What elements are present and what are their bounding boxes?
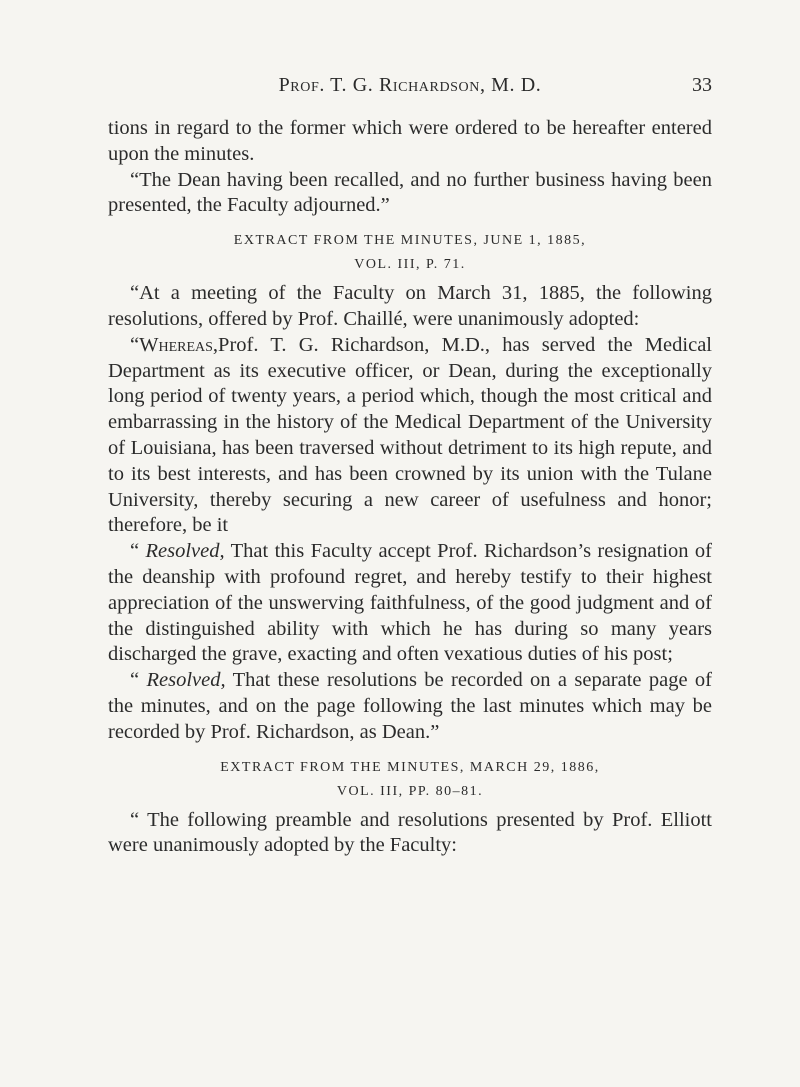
extract-heading-line: VOL. III, P. 71. [354, 257, 466, 273]
resolved-text: That this Faculty accept Prof. Richardson’s resignation of the deanship with profound regret, and hereby testify to their highest appreciation of the unswerving faithfulness, of the good judgment and of the distinguished ability with which he has during so many years discharged the grave, exacting and often vexatious duties of his post; [108, 540, 712, 666]
paragraph-preamble: “ The following preamble and resolutions presented by Prof. Elliott were unanimously adopted by the Faculty: [108, 808, 712, 857]
page-header [108, 74, 712, 104]
open-quote: “ [130, 333, 140, 356]
paragraph-dean-recalled: “The Dean having been recalled, and no further business having been presented, the Faculty adjourned.” [108, 168, 712, 217]
whereas-text: Prof. T. G. Richardson, M.D., has served the Medical Department as its executive officer, or Dean, during the exceptionally long period of twenty years, a period which, though the most critical and embarrassing in the history of the Medical Department of the University of Louisiana, has been traversed without detriment to its high repute, and to its best interests, and has been crowned by its union with the Tulane University, thereby securing a new career of usefulness and honor; therefore, be it [108, 333, 712, 537]
resolved-word: Resolved, [145, 540, 225, 563]
paragraph-continuation: tions in regard to the former which were ordered to be hereafter entered upon the minutes. [108, 117, 712, 165]
extract-heading-line: EXTRACT FROM THE MINUTES, JUNE 1, 1885, [233, 233, 587, 249]
page-number: 33 [692, 74, 712, 96]
extract-heading-1885 [108, 229, 712, 277]
open-quote: “ [130, 540, 146, 563]
resolved-word: Resolved, [146, 669, 226, 692]
whereas-word: Whereas, [139, 333, 219, 356]
open-quote: “ [130, 669, 147, 692]
paragraph-resolved-2 [108, 668, 712, 745]
extract-heading-line: VOL. III, PP. 80–81. [336, 783, 484, 799]
extract-heading-1886 [108, 756, 712, 804]
page-body [108, 116, 712, 859]
running-title: Prof. T. G. Richardson, M. D. [278, 74, 542, 96]
paragraph-whereas [108, 333, 712, 539]
paragraph-meeting: “At a meeting of the Faculty on March 31, 1885, the following resolutions, offered by Prof. Chaillé, were unanimously adopted: [108, 282, 712, 330]
resolved-text: That these resolutions be recorded on a separate page of the minutes, and on the page following the last minutes which may be recorded by Prof. Richardson, as Dean.” [108, 669, 712, 743]
extract-heading-line: EXTRACT FROM THE MINUTES, MARCH 29, 1886, [220, 759, 600, 775]
paragraph-resolved-1 [108, 539, 712, 668]
